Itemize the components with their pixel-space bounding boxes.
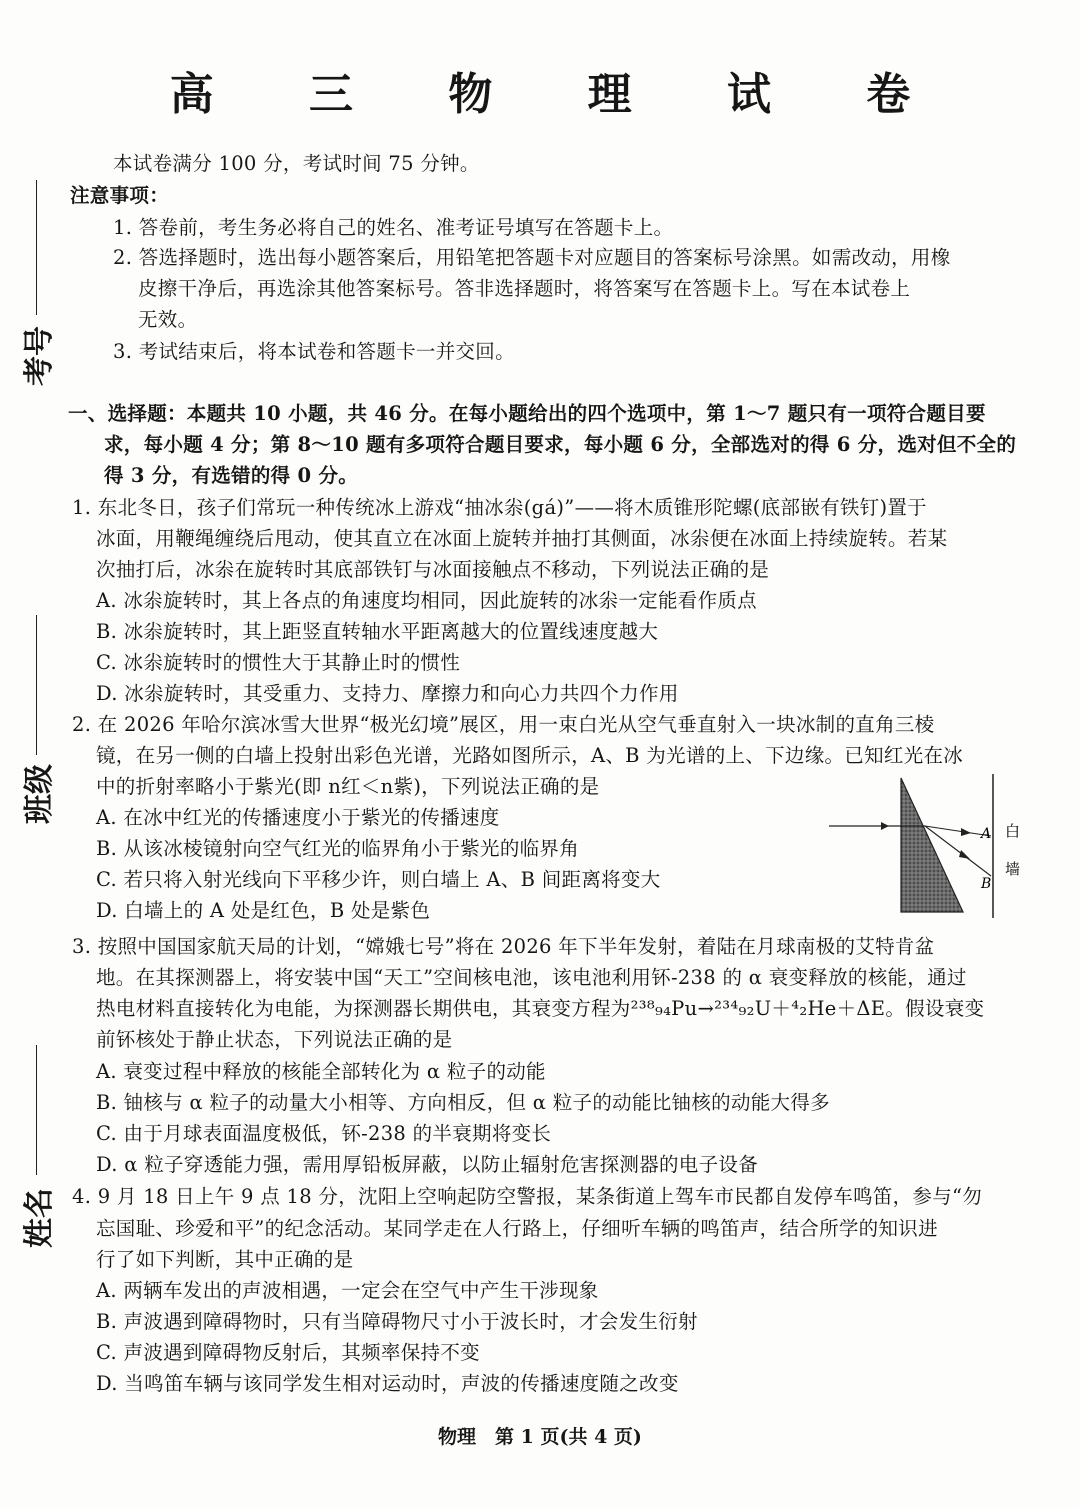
q4-stem: 4. 9 月 18 日上午 9 点 18 分，沈阳上空响起防空警报，某条街道上驾车市民都自发停车鸣笛，参与“勿 bbox=[72, 1185, 983, 1208]
ice-prism bbox=[901, 778, 963, 912]
section-heading-cont: 得 3 分，有选错的得 0 分。 bbox=[104, 464, 359, 487]
q2-stem: 镜，在另一侧的白墙上投射出彩色光谱，光路如图所示，A、B 为光谱的上、下边缘。已知红光在冰 bbox=[96, 744, 964, 767]
q3-option-a: A. 衰变过程中释放的核能全部转化为 α 粒子的动能 bbox=[96, 1060, 546, 1083]
exam-number-label: 考号 bbox=[22, 326, 57, 386]
q2-option-d: D. 白墙上的 A 处是红色，B 处是紫色 bbox=[96, 899, 431, 922]
exam-number-rule bbox=[36, 180, 37, 315]
q3-option-c: C. 由于月球表面温度极低，钚-238 的半衰期将变长 bbox=[96, 1122, 552, 1145]
notice-heading: 注意事项： bbox=[70, 184, 170, 207]
q2-option-c: C. 若只将入射光线向下平移少许，则白墙上 A、B 间距离将变大 bbox=[96, 868, 661, 891]
q4-stem: 忘国耻、珍爱和平”的纪念活动。某同学走在人行路上，仔细听车辆的鸣笛声，结合所学的知识进 bbox=[96, 1217, 938, 1240]
label-a: A bbox=[981, 826, 992, 842]
q3-option-b: B. 铀核与 α 粒子的动量大小相等、方向相反，但 α 粒子的动能比铀核的动能大得多 bbox=[96, 1091, 830, 1114]
page-footer: 物理 第 1 页(共 4 页) bbox=[438, 1426, 642, 1448]
arrow-a bbox=[961, 828, 971, 836]
q3-stem: 3. 按照中国国家航天局的计划，“嫦娥七号”将在 2026 年下半年发射，着陆在月球南极的艾特肯盆 bbox=[72, 935, 935, 958]
section-heading-cont: 求，每小题 4 分；第 8～10 题有多项符合题目要求，每小题 6 分，全部选对的得 6 分，选对但不全的 bbox=[104, 433, 1017, 456]
ray-arrow bbox=[881, 822, 889, 830]
notice-item: 2. 答选择题时，选出每小题答案后，用铅笔把答题卡对应题目的答案标号涂黑。如需改动，用橡 bbox=[113, 246, 951, 269]
q3-option-d: D. α 粒子穿透能力强，需用厚铅板屏蔽，以防止辐射危害探测器的电子设备 bbox=[96, 1153, 759, 1176]
wall-label-2: 墙 bbox=[1005, 860, 1021, 878]
q4-stem: 行了如下判断，其中正确的是 bbox=[96, 1248, 354, 1271]
wall-label-1: 白 bbox=[1005, 822, 1021, 840]
q3-stem: 热电材料直接转化为电能，为探测器长期供电，其衰变方程为²³⁸₉₄Pu→²³⁴₉₂U＋⁴₂He＋ΔE。假设衰变 bbox=[96, 997, 985, 1020]
notice-item: 1. 答卷前，考生务必将自己的姓名、准考证号填写在答题卡上。 bbox=[113, 216, 674, 239]
q1-stem: 冰面，用鞭绳缠绕后甩动，使其直立在冰面上旋转并抽打其侧面，冰尜便在冰面上持续旋转。若某 bbox=[96, 527, 948, 550]
q1-option-a: A. 冰尜旋转时，其上各点的角速度均相同，因此旋转的冰尜一定能看作质点 bbox=[96, 589, 757, 612]
q1-stem: 1. 东北冬日，孩子们常玩一种传统冰上游戏“抽冰尜(gá)”——将木质锥形陀螺(底部嵌有铁钉)置于 bbox=[72, 496, 927, 519]
q4-option-b: B. 声波遇到障碍物时，只有当障碍物尺寸小于波长时，才会发生衍射 bbox=[96, 1310, 698, 1333]
q4-option-a: A. 两辆车发出的声波相遇，一定会在空气中产生干涉现象 bbox=[96, 1279, 599, 1302]
q2-option-a: A. 在冰中红光的传播速度小于紫光的传播速度 bbox=[96, 806, 500, 829]
q1-option-b: B. 冰尜旋转时，其上距竖直转轴水平距离越大的位置线速度越大 bbox=[96, 620, 659, 643]
notice-item-cont: 无效。 bbox=[138, 308, 198, 331]
class-label: 班级 bbox=[22, 764, 57, 824]
intro-text: 本试卷满分 100 分，考试时间 75 分钟。 bbox=[113, 152, 480, 175]
name-label: 姓名 bbox=[22, 1188, 57, 1248]
page-title: 高 三 物 理 试 卷 bbox=[169, 69, 951, 120]
notice-item: 3. 考试结束后，将本试卷和答题卡一并交回。 bbox=[113, 340, 515, 363]
q1-option-c: C. 冰尜旋转时的惯性大于其静止时的惯性 bbox=[96, 651, 461, 674]
q3-stem: 前钚核处于静止状态，下列说法正确的是 bbox=[96, 1028, 453, 1051]
arrow-b bbox=[959, 850, 970, 859]
label-b: B bbox=[981, 876, 992, 892]
name-rule bbox=[36, 1045, 37, 1175]
q2-stem: 2. 在 2026 年哈尔滨冰雪大世界“极光幻境”展区，用一束白光从空气垂直射入一块冰制的直角三棱 bbox=[72, 713, 935, 736]
q4-option-c: C. 声波遇到障碍物反射后，其频率保持不变 bbox=[96, 1341, 480, 1364]
section-heading: 一、选择题：本题共 10 小题，共 46 分。在每小题给出的四个选项中，第 1～7 题只有一项符合题目要 bbox=[68, 402, 986, 425]
class-rule bbox=[36, 615, 37, 755]
q2-option-b: B. 从该冰棱镜射向空气红光的临界角小于紫光的临界角 bbox=[96, 837, 580, 860]
q2-stem: 中的折射率略小于紫光(即 n红＜n紫)，下列说法正确的是 bbox=[96, 775, 600, 798]
notice-item-cont: 皮擦干净后，再选涂其他答案标号。答非选择题时，将答案写在答题卡上。写在本试卷上 bbox=[138, 277, 911, 300]
prism-diagram bbox=[825, 770, 1035, 920]
q3-stem: 地。在其探测器上，将安装中国“天工”空间核电池，该电池利用钚-238 的 α 衰变释放的核能，通过 bbox=[96, 966, 967, 989]
q1-stem: 次抽打后，冰尜在旋转时其底部铁钉与冰面接触点不移动，下列说法正确的是 bbox=[96, 558, 770, 581]
q4-option-d: D. 当鸣笛车辆与该同学发生相对运动时，声波的传播速度随之改变 bbox=[96, 1372, 679, 1395]
q1-option-d: D. 冰尜旋转时，其受重力、支持力、摩擦力和向心力共四个力作用 bbox=[96, 682, 679, 705]
